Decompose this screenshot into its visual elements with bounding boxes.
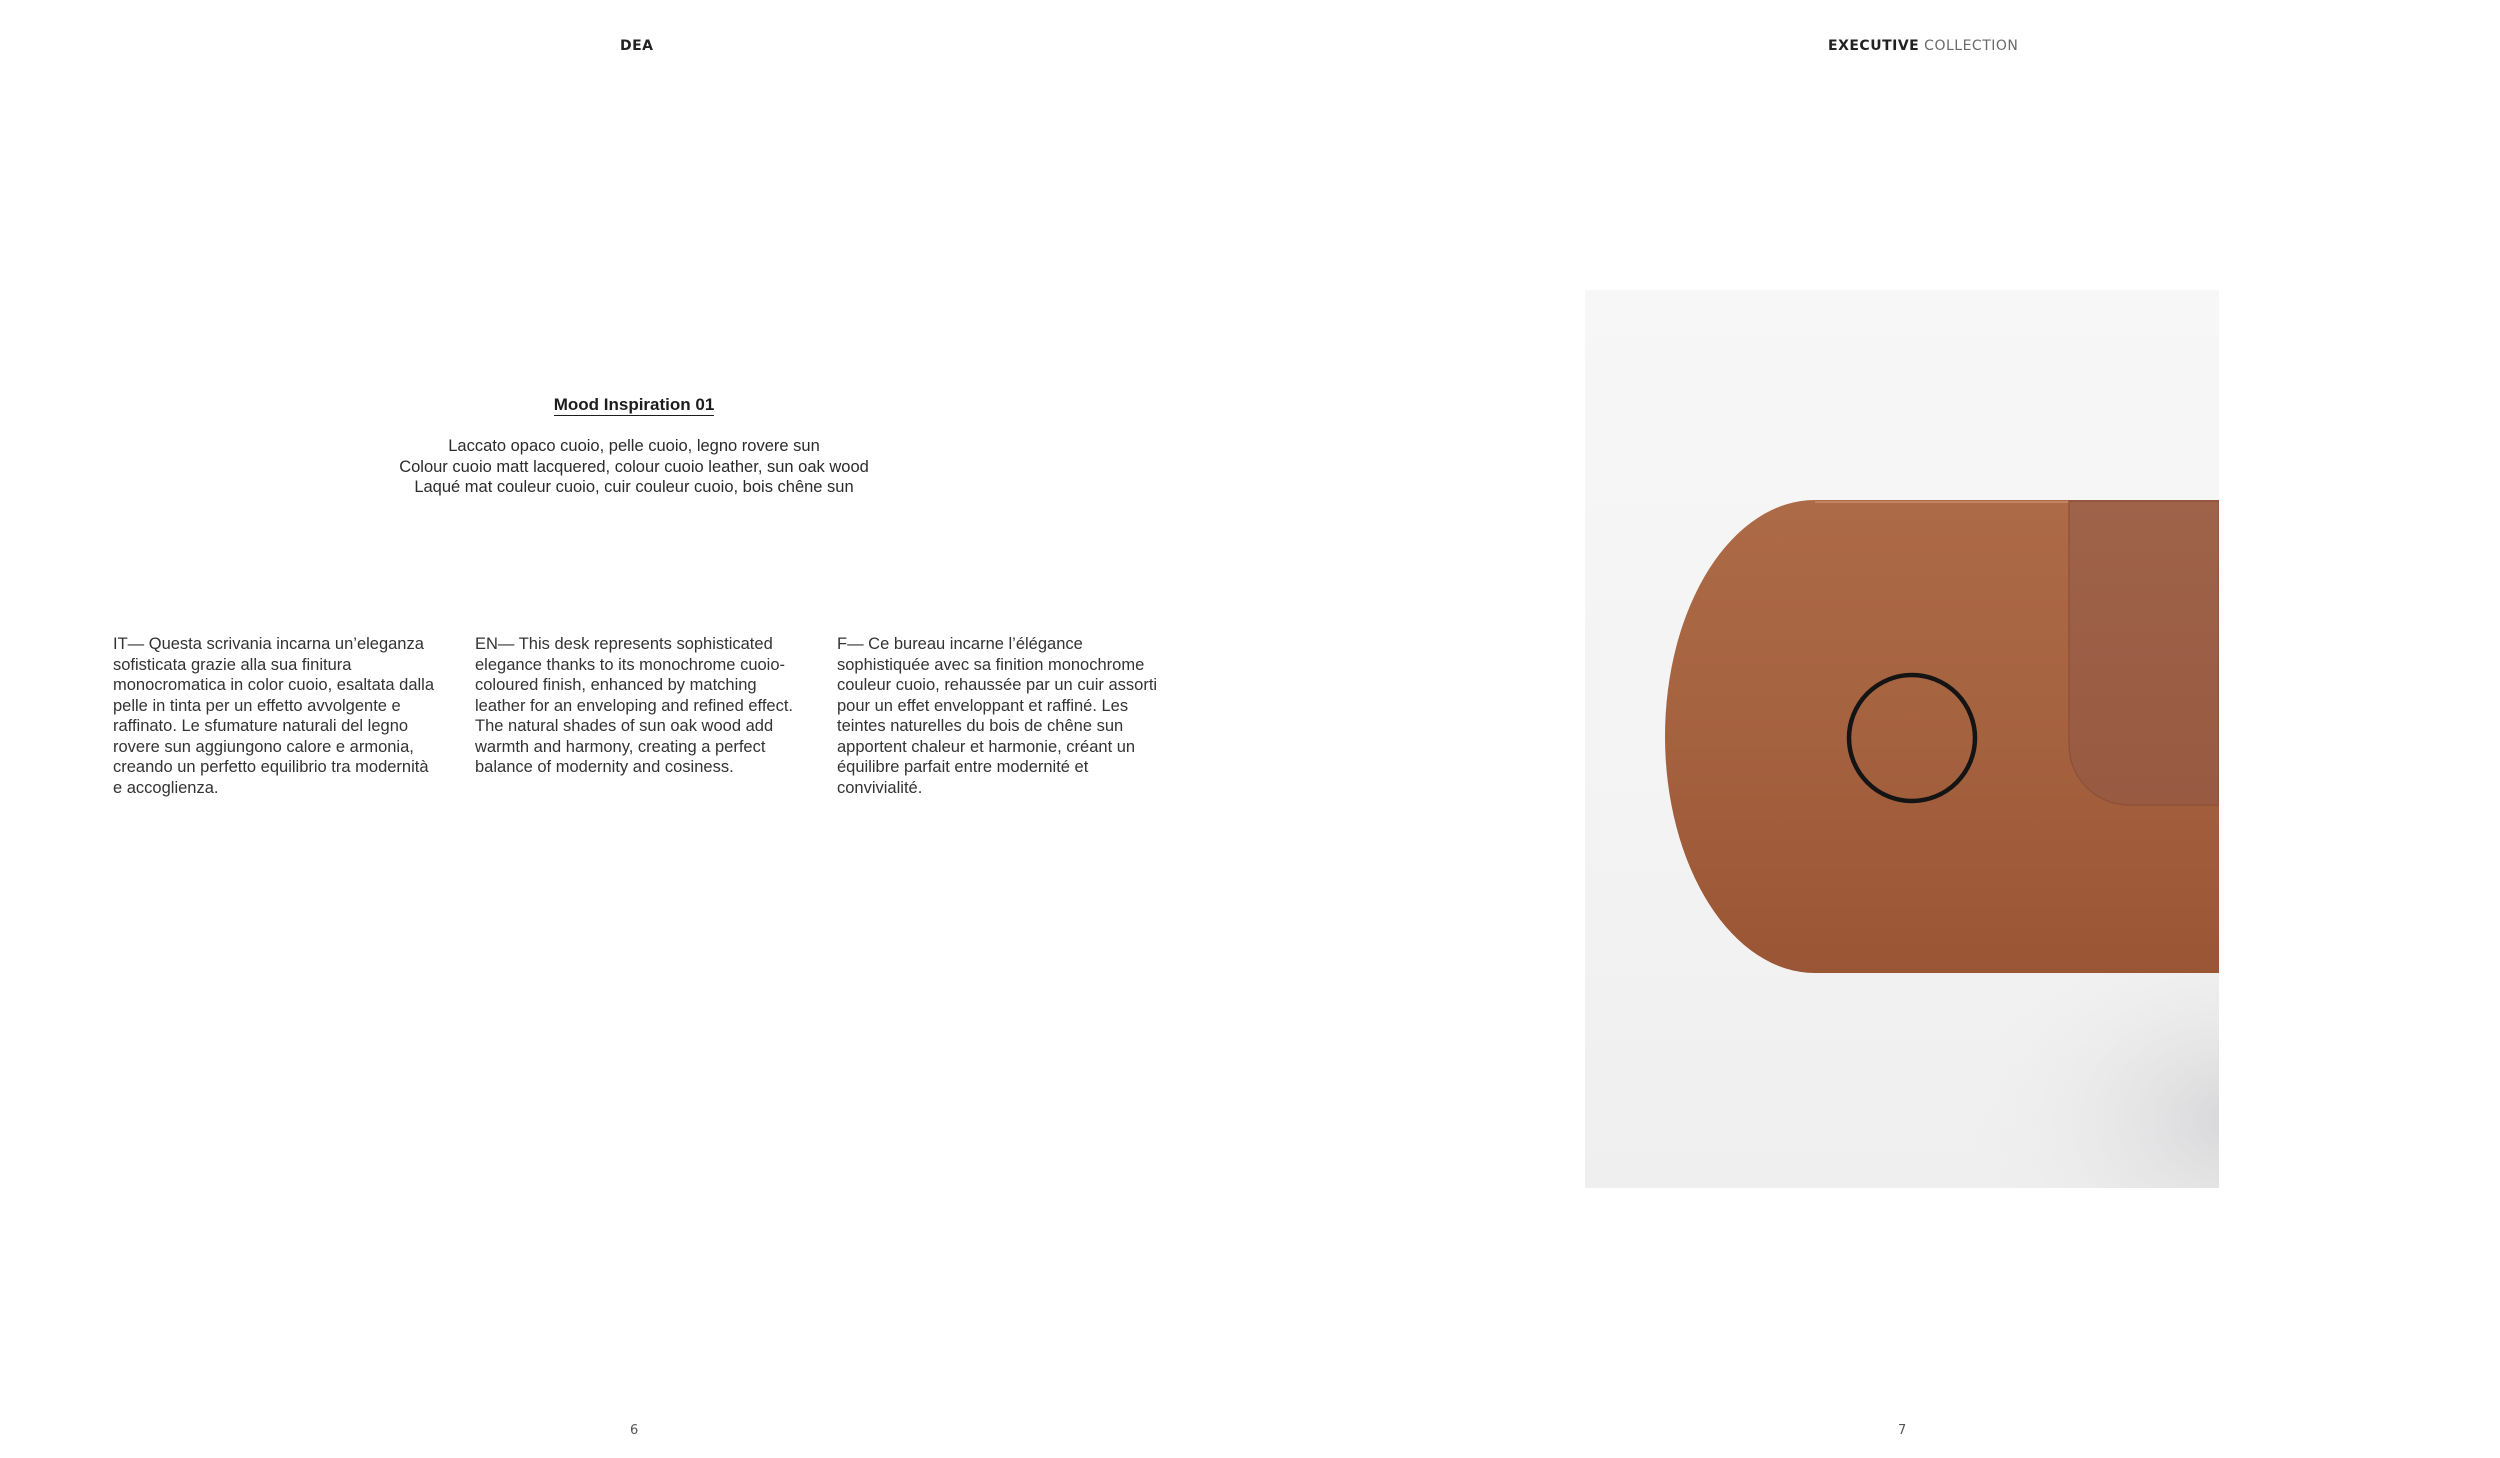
page-number-right: 7: [1898, 1423, 1907, 1438]
collection-name-bold: EXECUTIVE: [1828, 38, 1920, 54]
mood-line-fr: Laqué mat couleur cuoio, cuir couleur cuoio, bois chêne sun: [414, 478, 854, 496]
description-english: EN— This desk represents sophisticated elegance thanks to its monochrome cuoio-coloured finish, enhanced by matching leather for an enveloping and refined effect. The natural shades of sun oak wood add warmth and harmony, creating a perfect balance of modernity and cosiness.: [475, 635, 794, 776]
description-italian: IT— Questa scrivania incarna un’eleganza sofisticata grazie alla sua finitura monocromatica in color cuoio, esaltata dalla pelle in tinta per un effetto avvolgente e raffinato. Le sfumature naturali del legno rovere sun aggiungono calore e armonia, creando un perfetto equilibrio tra modernità e accoglienza.: [113, 635, 435, 797]
leather-insert: [2069, 501, 2219, 805]
running-head-right: [1828, 38, 2018, 54]
mood-subtitle: [0, 436, 1268, 498]
page-number-left: 6: [630, 1423, 639, 1438]
mood-line-en: Colour cuoio matt lacquered, colour cuoio leather, sun oak wood: [399, 457, 869, 476]
running-head-left: DEA: [620, 38, 654, 54]
mood-title: Mood Inspiration 01: [553, 395, 715, 414]
mood-line-it: Laccato opaco cuoio, pelle cuoio, legno rovere sun: [448, 437, 820, 455]
desk-photo: [1585, 290, 2219, 1188]
collection-name-light: COLLECTION: [1919, 38, 2019, 54]
description-french: F— Ce bureau incarne l’élégance sophistiquée avec sa finition monochrome couleur cuoio, rehaussée par un cuir assorti pour un effet enveloppant et raffiné. Les teintes naturelles du bois de chêne sun apportent chaleur et harmonie, créant un équilibre parfait entre modernité et convivialité.: [837, 635, 1158, 797]
